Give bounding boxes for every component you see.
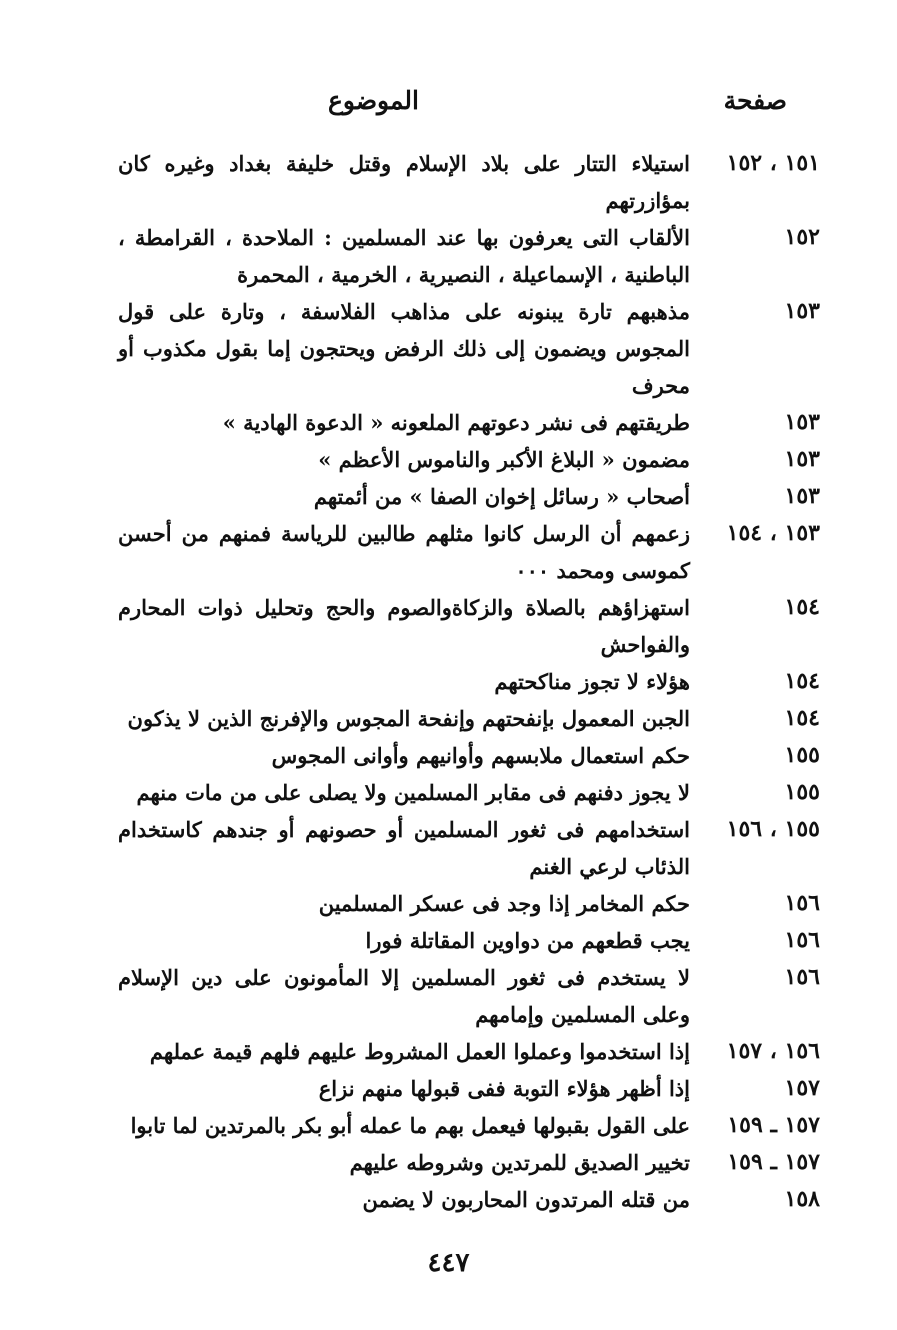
page-column-header: صفحة xyxy=(723,86,787,115)
topic-text: هؤلاء لا تجوز مناكحتهم xyxy=(494,669,690,694)
page-reference: ١٥٦ xyxy=(784,927,820,953)
page-reference: ١٥٧ xyxy=(784,1075,820,1101)
index-row xyxy=(118,1181,820,1218)
topic-text: من قتله المرتدون المحاربون لا يضمن xyxy=(362,1187,690,1212)
index-row xyxy=(118,737,820,774)
index-row xyxy=(118,663,820,700)
index-row xyxy=(118,515,820,589)
index-row xyxy=(118,922,820,959)
topic-text: تخيير الصديق للمرتدين وشروطه عليهم xyxy=(349,1150,690,1175)
topic-text: على القول بقبولها فيعمل بهم ما عمله أبو بكر بالمرتدين لما تابوا xyxy=(130,1113,690,1138)
page-reference: ١٥٣ xyxy=(784,446,820,472)
page-reference: ١٥٦ ، ١٥٧ xyxy=(726,1038,820,1064)
index-row xyxy=(118,219,820,293)
index-table xyxy=(118,145,820,1218)
topic-text: طريقتهم فى نشر دعوتهم الملعونه « الدعوة الهادية » xyxy=(222,410,690,435)
index-row xyxy=(118,811,820,885)
index-row xyxy=(118,404,820,441)
topic-text: الجبن المعمول بإنفحتهم وإنفحة المجوس والإفرنج الذين لا يذكون xyxy=(127,706,690,731)
topic-text: لا يستخدم فى ثغور المسلمين إلا المأمونون على دين الإسلام وعلى المسلمين وإمامهم xyxy=(118,965,690,1027)
index-row xyxy=(118,478,820,515)
page-reference: ١٥٤ xyxy=(784,668,820,694)
topic-text: إذا أظهر هؤلاء التوبة ففى قبولها منهم نزاع xyxy=(318,1076,690,1101)
index-row xyxy=(118,774,820,811)
topic-text: الألقاب التى يعرفون بها عند المسلمين : الملاحدة ، القرامطة ، الباطنية ، الإسماعيلة ، النصيرية ، الخرمية ، المحمرة xyxy=(118,225,690,287)
page-reference: ١٥٧ ـ ١٥٩ xyxy=(727,1149,820,1175)
page-reference: ١٥٤ xyxy=(784,705,820,731)
page-reference: ١٥٥ xyxy=(784,779,820,805)
topic-text: حكم المخامر إذا وجد فى عسكر المسلمين xyxy=(318,891,690,916)
page-reference: ١٥٢ xyxy=(784,224,820,250)
index-row xyxy=(118,293,820,404)
page-reference: ١٥٤ xyxy=(784,594,820,620)
topic-text: حكم استعمال ملابسهم وأوانيهم وأوانى المجوس xyxy=(271,743,690,768)
page-reference: ١٥٦ xyxy=(784,890,820,916)
page-reference: ١٥٧ ـ ١٥٩ xyxy=(727,1112,820,1138)
topic-text: استهزاؤهم بالصلاة والزكاةوالصوم والحج وتحليل ذوات المحارم والفواحش xyxy=(118,595,690,657)
topic-text: مضمون « البلاغ الأكبر والناموس الأعظم » xyxy=(318,447,690,472)
page-number: ٤٤٧ xyxy=(427,1248,470,1278)
page-reference: ١٥٣ xyxy=(784,298,820,324)
page-reference: ١٥٨ xyxy=(784,1186,820,1212)
topic-text: مذهبهم تارة يبنونه على مذاهب الفلاسفة ، وتارة على قول المجوس ويضمون إلى ذلك الرفض ويحتجون إما بقول مكذوب أو محرف xyxy=(118,299,690,398)
topic-text: استخدامهم فى ثغور المسلمين أو حصونهم أو جندهم كاستخدام الذئاب لرعي الغنم xyxy=(118,817,690,879)
index-row xyxy=(118,700,820,737)
page-reference: ١٥٣ xyxy=(784,409,820,435)
topic-text: زعمهم أن الرسل كانوا مثلهم طالبين للرياسة فمنهم من أحسن كموسى ومحمد ٠٠٠ xyxy=(118,521,690,583)
index-row xyxy=(118,145,820,219)
topic-text: استيلاء التتار على بلاد الإسلام وقتل خليفة بغداد وغيره كان بمؤازرتهم xyxy=(118,151,690,213)
index-row xyxy=(118,1107,820,1144)
page-reference: ١٥٥ xyxy=(784,742,820,768)
page-reference: ١٥٥ ، ١٥٦ xyxy=(726,816,820,842)
topic-column-header: الموضوع xyxy=(328,86,419,115)
index-row xyxy=(118,1033,820,1070)
page-reference: ١٥٦ xyxy=(784,964,820,990)
page-reference: ١٥١ ، ١٥٢ xyxy=(726,150,820,176)
index-row xyxy=(118,959,820,1033)
index-row xyxy=(118,1144,820,1181)
index-row xyxy=(118,441,820,478)
index-row xyxy=(118,589,820,663)
index-row xyxy=(118,885,820,922)
index-row xyxy=(118,1070,820,1107)
topic-text: يجب قطعهم من دواوين المقاتلة فورا xyxy=(365,928,690,953)
topic-text: إذا استخدموا وعملوا العمل المشروط عليهم فلهم قيمة عملهم xyxy=(149,1039,690,1064)
topic-text: لا يجوز دفنهم فى مقابر المسلمين ولا يصلى على من مات منهم xyxy=(136,780,690,805)
topic-text: أصحاب « رسائل إخوان الصفا » من أئمتهم xyxy=(313,484,690,509)
page-reference: ١٥٣ xyxy=(784,483,820,509)
page-reference: ١٥٣ ، ١٥٤ xyxy=(726,520,820,546)
